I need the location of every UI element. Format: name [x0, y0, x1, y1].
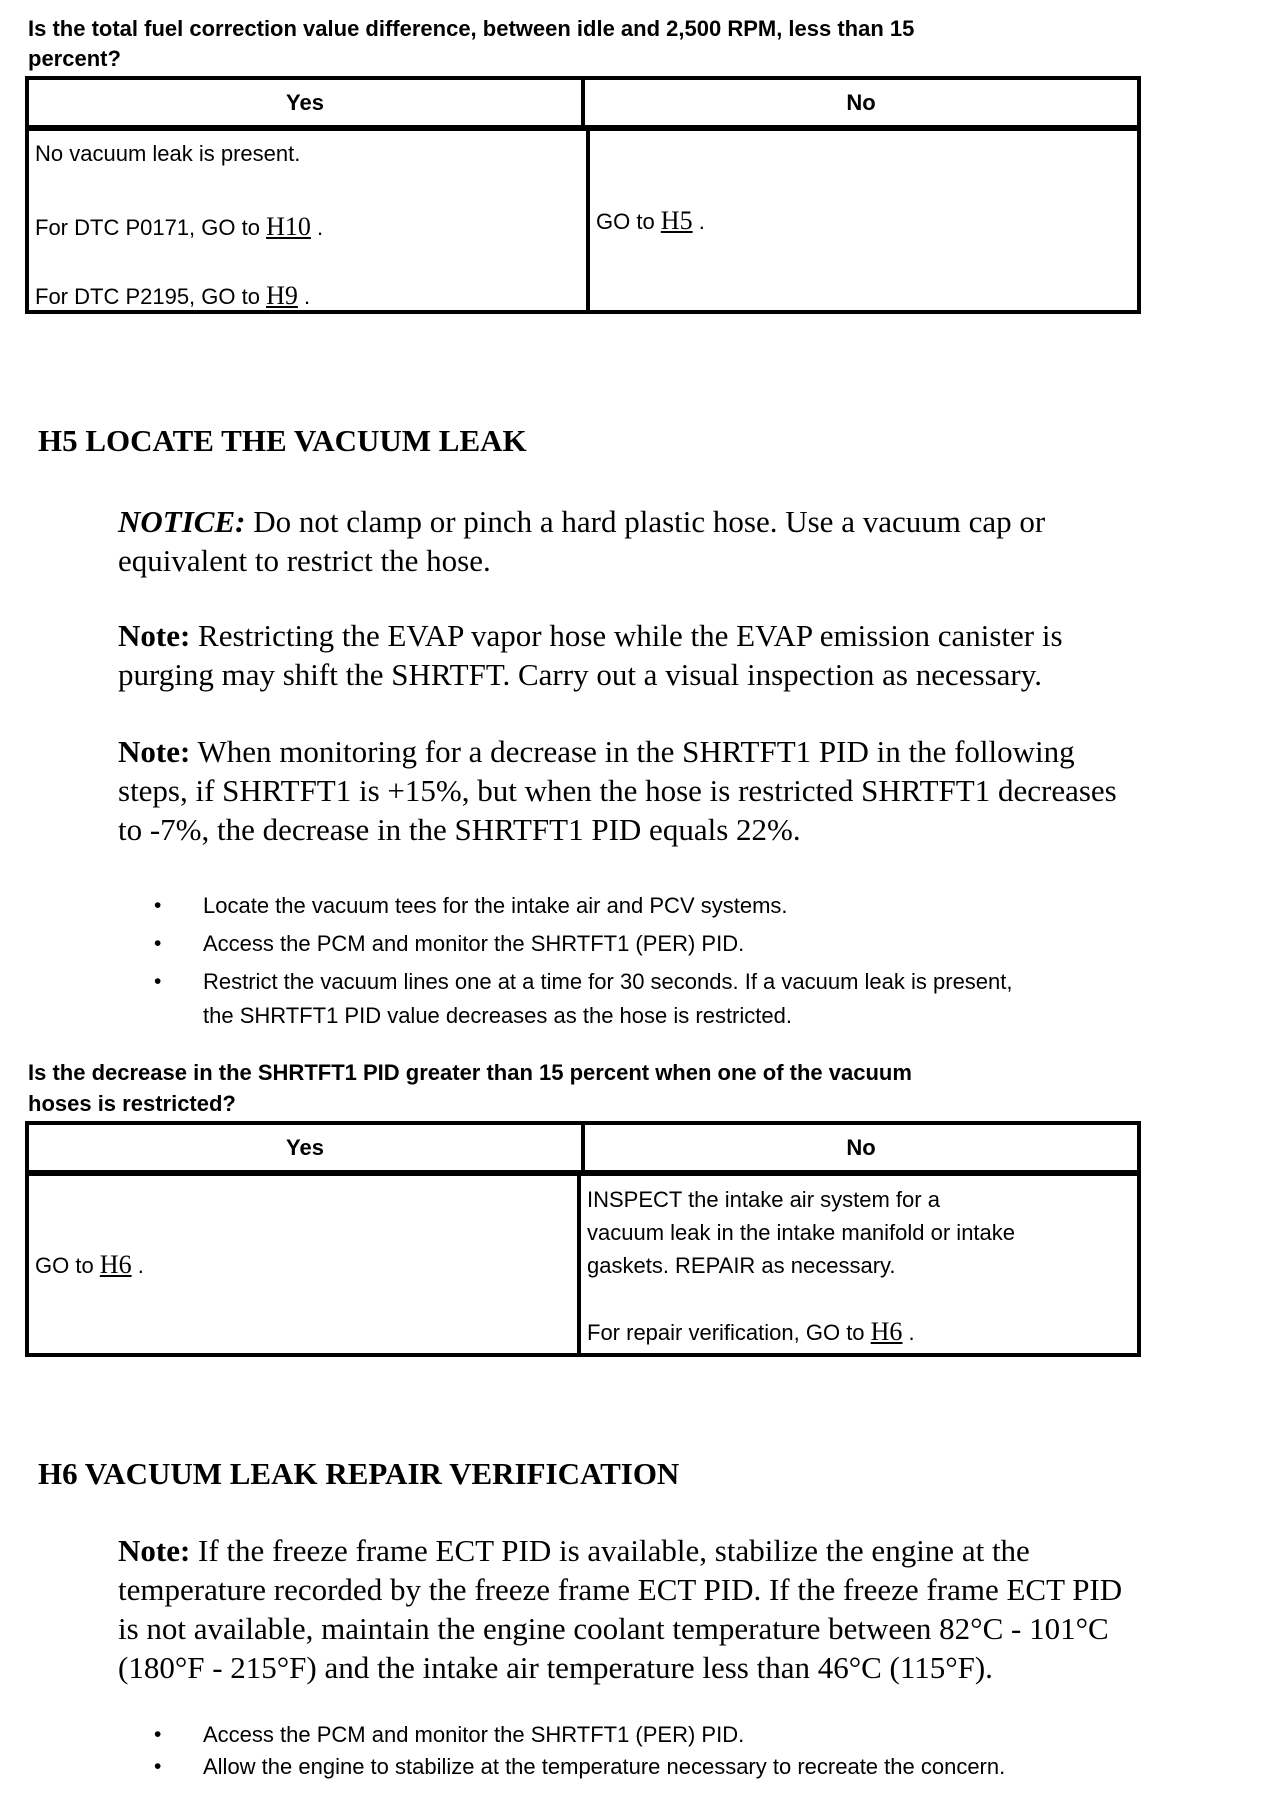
note-line: is not available, maintain the engine coolant temperature between 82°C - 101°C [118, 1611, 1109, 1646]
link-h9[interactable]: H9 [266, 281, 298, 310]
table-cell-no [577, 1176, 1137, 1353]
question-shrtft1-decrease [28, 1057, 1264, 1119]
list-item [154, 1751, 1264, 1783]
cell-text-prefix: GO to [596, 208, 661, 234]
list-item [154, 927, 1264, 961]
note-label: Note: [118, 1533, 191, 1568]
table-header-row [29, 80, 1137, 131]
question-line: Is the total fuel correction value difference, between idle and 2,500 RPM, less than 15 [28, 16, 915, 41]
cell-text [35, 282, 576, 310]
note-line: temperature recorded by the freeze frame ECT PID. If the freeze frame ECT PID [118, 1572, 1123, 1607]
bullet-icon: • [154, 932, 162, 955]
link-h6[interactable]: H6 [870, 1317, 903, 1346]
notice-label: NOTICE: [118, 504, 246, 539]
note-ect-pid [118, 1531, 1264, 1687]
cell-text-prefix: GO to [35, 1252, 100, 1278]
cell-text-prefix: For repair verification, GO to [587, 1320, 871, 1345]
note-line: (180°F - 215°F) and the intake air temperature less than 46°C (115°F). [118, 1650, 993, 1685]
decision-table-fuel-correction [25, 76, 1141, 314]
cell-text: No vacuum leak is present. [35, 141, 301, 166]
cell-text: INSPECT the intake air system for a [587, 1187, 940, 1212]
list-item [154, 965, 1264, 1033]
cell-text [587, 1315, 1129, 1349]
procedure-steps-h6 [154, 1719, 1264, 1783]
table-cell-no [586, 131, 1137, 310]
link-h6[interactable]: H6 [99, 1249, 132, 1279]
table-header-yes: Yes [286, 90, 324, 115]
table-cell-yes [29, 1176, 577, 1353]
note-line: Note: Restricting the EVAP vapor hose while the EVAP emission canister is [118, 618, 1063, 653]
cell-text: vacuum leak in the intake manifold or intake [587, 1220, 1016, 1245]
list-item [154, 889, 1264, 923]
note-label: Note: [118, 618, 191, 653]
note-line: NOTICE: Do not clamp or pinch a hard plastic hose. Use a vacuum cap or [118, 504, 1046, 539]
cell-text-prefix: For DTC P0171, GO to [35, 215, 267, 240]
note-evap-canister [118, 616, 1264, 694]
bullet-icon: • [154, 970, 162, 993]
note-line: steps, if SHRTFT1 is +15%, but when the hose is restricted SHRTFT1 decreases [118, 773, 1117, 808]
table-body-row [29, 131, 1137, 310]
note-line: purging may shift the SHRTFT. Carry out a visual inspection as necessary. [118, 657, 1042, 692]
cell-text [35, 213, 576, 241]
bullet-icon: • [154, 894, 162, 917]
cell-text-suffix: . [131, 1252, 144, 1278]
list-item-text: Allow the engine to stabilize at the temperature necessary to recreate the concern. [203, 1754, 1006, 1779]
cell-text-suffix: . [692, 208, 705, 234]
list-item-text: Restrict the vacuum lines one at a time for 30 seconds. If a vacuum leak is present, the SHRTFT1 PID value decreases as the hose is restricted. [203, 969, 1013, 1028]
notice-paragraph [118, 502, 1264, 580]
note-line: Note: When monitoring for a decrease in the SHRTFT1 PID in the following [118, 734, 1075, 769]
cell-text [35, 1251, 144, 1279]
question-fuel-correction [28, 0, 1264, 74]
table-header-row [29, 1125, 1137, 1176]
table-header-no: No [581, 80, 1137, 125]
question-line: percent? [28, 46, 121, 71]
cell-text-suffix: . [902, 1320, 915, 1345]
note-line: equivalent to restrict the hose. [118, 543, 491, 578]
note-label: Note: [118, 734, 191, 769]
list-item-text: Locate the vacuum tees for the intake air and PCV systems. [203, 893, 788, 918]
bullet-icon: • [154, 1723, 162, 1746]
cell-text-prefix: For DTC P2195, GO to [35, 284, 267, 309]
bullet-icon: • [154, 1755, 162, 1778]
note-shrtft1-monitoring [118, 732, 1264, 849]
cell-text [596, 207, 705, 235]
procedure-steps-h5 [154, 889, 1264, 1033]
list-item-text: Access the PCM and monitor the SHRTFT1 (PER) PID. [203, 1722, 745, 1747]
table-header-no: No [581, 1125, 1137, 1170]
note-line: to -7%, the decrease in the SHRTFT1 PID equals 22%. [118, 812, 801, 847]
list-item-text: Access the PCM and monitor the SHRTFT1 (PER) PID. [203, 931, 745, 956]
cell-text-suffix: . [310, 215, 324, 240]
decision-table-shrtft1 [25, 1121, 1141, 1357]
cell-text-suffix: . [297, 284, 311, 309]
question-line: Is the decrease in the SHRTFT1 PID greater than 15 percent when one of the vacuum [28, 1060, 912, 1085]
table-body-row [29, 1176, 1137, 1353]
heading-h6: H6 VACUUM LEAK REPAIR VERIFICATION [38, 1456, 680, 1491]
link-h10[interactable]: H10 [266, 212, 311, 241]
table-cell-yes [29, 131, 586, 310]
list-item [154, 1719, 1264, 1751]
link-h5[interactable]: H5 [660, 205, 693, 235]
note-line: Note: If the freeze frame ECT PID is available, stabilize the engine at the [118, 1533, 1030, 1568]
question-line: hoses is restricted? [28, 1091, 236, 1116]
heading-h5: H5 LOCATE THE VACUUM LEAK [38, 423, 527, 458]
table-header-yes: Yes [286, 1135, 324, 1160]
cell-text: gaskets. REPAIR as necessary. [587, 1253, 896, 1278]
